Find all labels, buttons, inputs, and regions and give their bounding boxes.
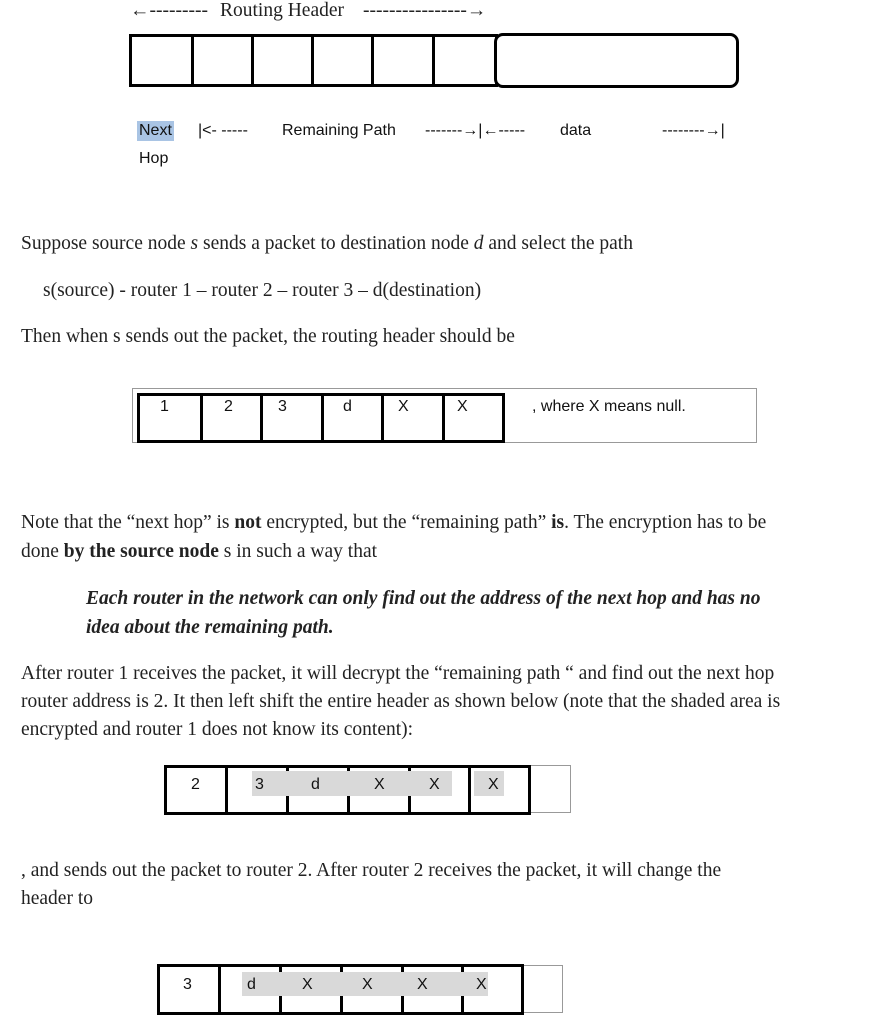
left-arrow: ←--------- xyxy=(130,0,208,21)
cell-value: X xyxy=(302,976,313,993)
cell-value: d xyxy=(343,398,352,415)
cell-value: 3 xyxy=(255,776,264,793)
cell-value: d xyxy=(247,976,256,993)
intro-paragraph-2: Then when s sends out the packet, the routing header should be xyxy=(21,326,515,347)
encrypted-shade xyxy=(252,771,452,796)
header-cell xyxy=(191,34,254,87)
remaining-path-start-marker: |<- ----- xyxy=(198,122,248,139)
header-cell xyxy=(311,34,374,87)
header-cell xyxy=(260,393,324,443)
cell-value: X xyxy=(488,776,499,793)
note-line-2: done by the source node s in such a way that xyxy=(21,541,378,562)
cell-value: 2 xyxy=(224,398,233,415)
data-cell xyxy=(494,33,739,88)
router2-line-1: , and sends out the packet to router 2. After router 2 receives the packet, it will change the xyxy=(21,860,722,881)
data-label: data xyxy=(560,122,592,139)
next-hop-label-line2: Hop xyxy=(139,150,169,167)
header-cell xyxy=(381,393,445,443)
header-cell xyxy=(371,34,435,87)
cell-value: X xyxy=(476,976,487,993)
intro-paragraph: Suppose source node s sends a packet to destination node d and select the path xyxy=(21,233,633,254)
data-frame xyxy=(528,765,571,813)
header-cell xyxy=(442,393,505,443)
header-cell xyxy=(321,393,384,443)
cell-value: X xyxy=(417,976,428,993)
cell-value: X xyxy=(362,976,373,993)
header-cell xyxy=(251,34,314,87)
header-cell xyxy=(432,34,498,87)
cell-value: 2 xyxy=(191,776,200,793)
cell-value: 1 xyxy=(160,398,169,415)
header-cell xyxy=(137,393,203,443)
emphasis-line-1: Each router in the network can only find out the address of the next hop and has no xyxy=(86,588,761,609)
cell-value: 3 xyxy=(183,976,192,993)
data-end-marker: --------→| xyxy=(662,122,725,139)
path-line: s(source) - router 1 – router 2 – router 3 – d(destination) xyxy=(43,280,482,301)
right-arrow: ----------------→ xyxy=(363,0,487,21)
remaining-path-end-marker: -------→|←----- xyxy=(425,122,526,139)
diagram-title: Routing Header xyxy=(220,0,345,21)
cell-value: X xyxy=(429,776,440,793)
router2-line-2: header to xyxy=(21,888,94,909)
header-cell xyxy=(129,34,194,87)
null-note: , where X means null. xyxy=(532,398,686,415)
router1-line-1: After router 1 receives the packet, it will decrypt the “remaining path “ and find out the next hop xyxy=(21,663,775,684)
router1-line-3: encrypted and router 1 does not know its content): xyxy=(21,719,414,740)
cell-value: d xyxy=(311,776,320,793)
cell-value: 3 xyxy=(278,398,287,415)
cell-value: X xyxy=(374,776,385,793)
note-line-1: Note that the “next hop” is not encrypted, but the “remaining path” is. The encryption has to be xyxy=(21,512,767,533)
emphasis-line-2: idea about the remaining path. xyxy=(86,617,334,638)
cell-value: X xyxy=(398,398,409,415)
next-hop-label-line1: Next xyxy=(139,122,172,139)
data-frame xyxy=(520,965,563,1013)
router1-line-2: router address is 2. It then left shift the entire header as shown below (note that the shaded area is xyxy=(21,691,781,712)
cell-value: X xyxy=(457,398,468,415)
remaining-path-label: Remaining Path xyxy=(282,122,396,139)
